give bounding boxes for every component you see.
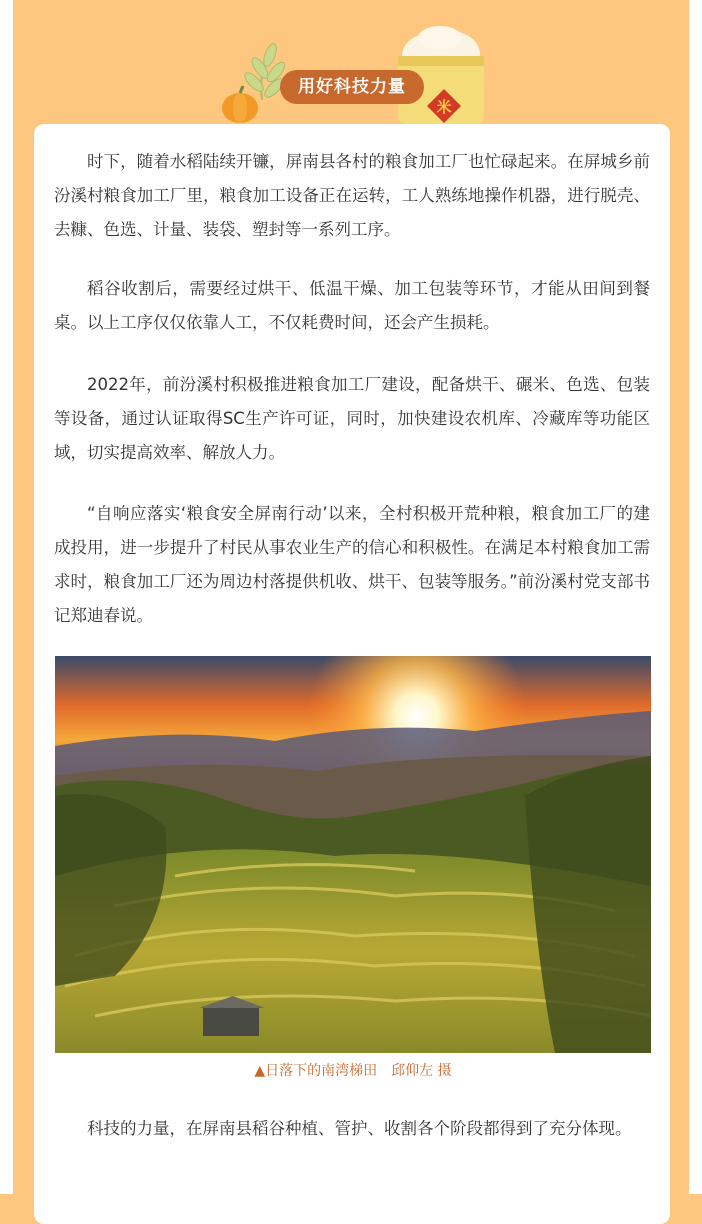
- rice-tag-label: 米: [436, 98, 452, 116]
- paragraph-4: “自响应落实‘粮食安全屏南行动’以来，全村积极开荒种粮，粮食加工厂的建成投用，进一步提升了村民从事农业生产的信心和积极性。在满足本村粮食加工需求时，粮食加工厂还为周边村落提供机收、烘干、包装等服务。”前汾溪村党支部书记郑迪春说。: [54, 504, 650, 625]
- paragraph-2: 稻谷收割后，需要经过烘干、低温干燥、加工包装等环节，才能从田间到餐桌。以上工序仅仅依靠人工，不仅耗费时间，还会产生损耗。: [54, 279, 650, 332]
- section-title-badge: 用好科技力量: [280, 70, 424, 104]
- paragraph-1: 时下，随着水稻陆续开镰，屏南县各村的粮食加工厂也忙碌起来。在屏城乡前汾溪村粮食加工厂里，粮食加工设备正在运转，工人熟练地操作机器，进行脱壳、去糠、色选、计量、装袋、塑封等一系列工序。: [54, 152, 650, 239]
- header-illustration: [0, 0, 702, 135]
- paragraph-3: 2022年，前汾溪村积极推进粮食加工厂建设，配备烘干、碾米、色选、包装等设备，通过认证取得SC生产许可证，同时，加快建设农机库、冷藏库等功能区域，切实提高效率、解放人力。: [54, 375, 650, 462]
- frame-left: [0, 0, 13, 1194]
- frame-right: [689, 0, 702, 1194]
- section-header: [0, 0, 702, 135]
- paragraph-5: 科技的力量，在屏南县稻谷种植、管护、收割各个阶段都得到了充分体现。: [87, 1119, 632, 1138]
- pumpkin-icon: [222, 86, 258, 123]
- sunset-terrace-photo: [55, 656, 651, 1053]
- rice-tag-icon: [426, 88, 462, 124]
- photo-illustration: [55, 656, 651, 1053]
- photo-caption: ▲日落下的南湾梯田 邱仰左 摄: [254, 1063, 452, 1079]
